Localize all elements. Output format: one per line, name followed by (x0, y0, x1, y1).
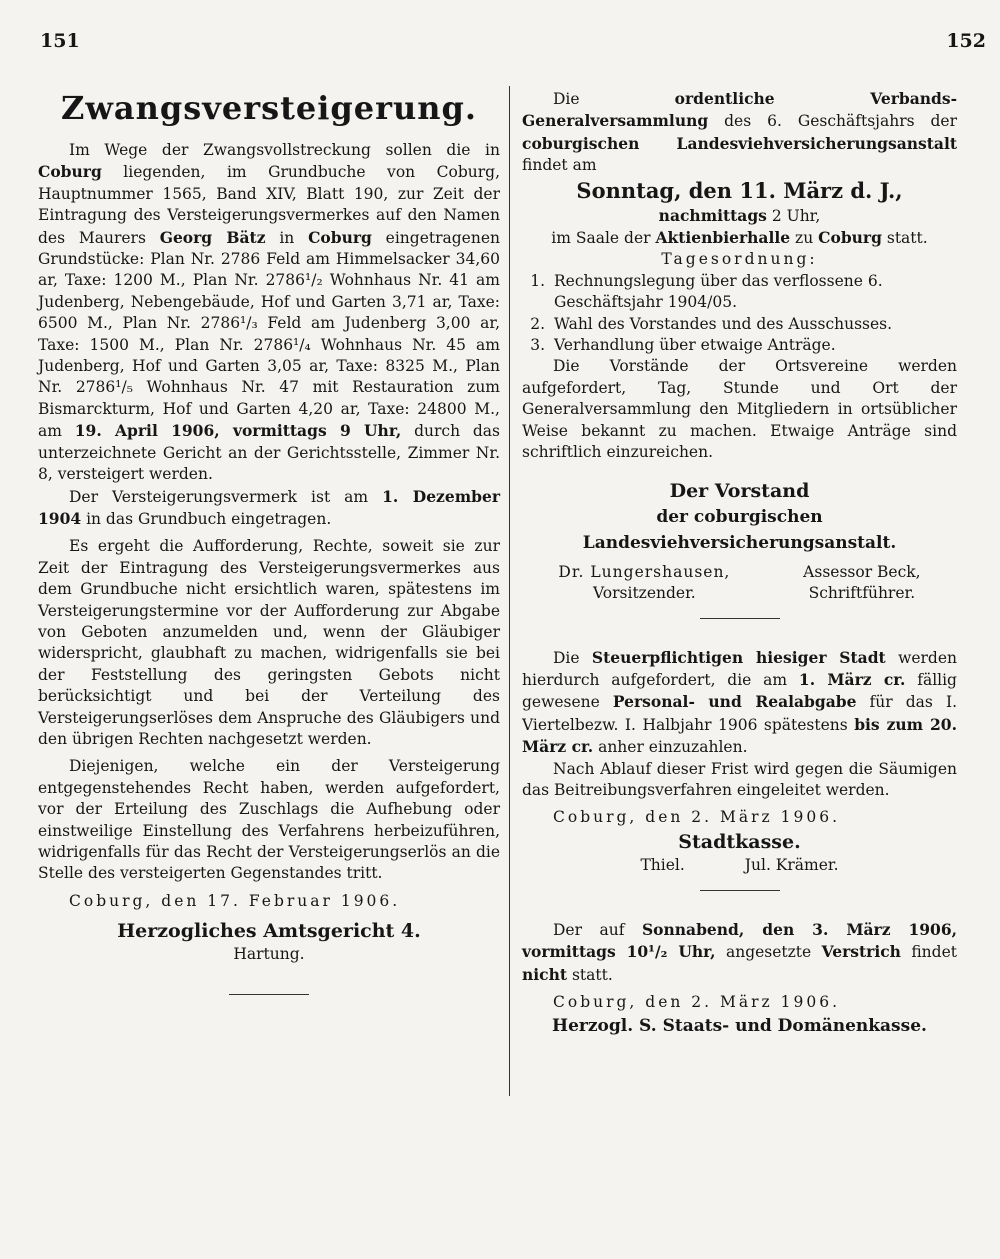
assembly-time (522, 205, 957, 227)
signature-block (803, 562, 920, 604)
text-segment: statt. (881, 229, 928, 248)
deadline: bis zum 20. März cr. (522, 714, 957, 757)
signer-name: Dr. Lungershausen, (558, 562, 731, 581)
place-name: Coburg (38, 162, 102, 182)
agenda-item: 1. Rechnungslegung über das verflossene 6. Geschäftsjahr 1904/05. (550, 271, 957, 314)
text-segment: des 6. Geschäftsjahrs der (708, 112, 957, 131)
registration-paragraph (38, 486, 500, 531)
board-signatures (522, 562, 957, 604)
place-name: Coburg (308, 227, 372, 247)
text-segment: fällig gewesene (522, 670, 957, 712)
section-rule (229, 994, 309, 995)
due-date: 1. März cr. (798, 669, 906, 689)
text-segment: Die (553, 648, 592, 667)
signer-name: Assessor Beck, (803, 562, 921, 581)
issuing-authority: Stadtkasse. (678, 830, 801, 853)
enforcement-paragraph: Nach Ablauf dieser Frist wird gegen die Säumigen das Beitreibungsverfahren eingeleitet werden. (522, 759, 957, 799)
auction-paragraph (38, 140, 500, 486)
place-name: Coburg (818, 228, 882, 248)
agenda-title: Tagesordnung: (661, 250, 818, 269)
text-segment: 2 Uhr, (766, 206, 821, 225)
text-segment: werden hierdurch aufgefordert, die am (522, 648, 958, 689)
tax-signatures (522, 855, 957, 876)
board-institution: der coburgischen Landesviehversicherungsanstalt. (582, 506, 897, 553)
text-segment: angesetzte (715, 943, 822, 962)
event-date: Sonnabend, den 3. März 1906, vormittags 10¹/₂ Uhr, (522, 919, 957, 962)
page-number-right: 152 (946, 30, 986, 52)
assembly-date: Sonntag, den 11. März d. J., (576, 177, 903, 203)
cancellation-paragraph (522, 919, 957, 986)
text-segment: statt. (567, 965, 613, 984)
dateline: Coburg, den 2. März 1906. (553, 992, 840, 1011)
dateline: Coburg, den 17. Februar 1906. (69, 891, 401, 910)
notice-title: Zwangsversteigerung. (60, 89, 478, 127)
text-segment: eingetragenen Grundstücke: Plan Nr. 2786 Feld am Himmelsacker 34,60 ar, Taxe: 1200 M., Plan Nr. 2786¹/₂ Wohnhaus Nr. 41 am Judenberg, Nebengebäude, Hof und Garten 3,71 ar, Taxe: 6500 M., Plan Nr. 2786¹/₃ Feld am Judenberg 3,00 ar, Taxe: 1500 M., Plan Nr. 2786¹/₄ Wohnhaus Nr. 45 am Judenberg, Hof und Garten 3,05 ar, Taxe: 8325 M., Plan Nr. 2786¹/₅ Wohnhaus Nr. 47 mit Restauration zum Bismarckturm, Hof und Garten 4,20 ar, Taxe: 24800 M., am (38, 228, 500, 441)
registration-date: 1. Dezember 1904 (38, 486, 500, 528)
signer-name: Jul. Krämer. (744, 855, 839, 874)
signer-role: Vorsitzender. (593, 583, 696, 602)
text-segment: in das Grundbuch eingetragen. (81, 509, 332, 528)
assembly-name: ordentliche Verbands-Generalversammlung (522, 89, 958, 131)
text-segment: durch das unterzeichnete Gericht an der Gerichtsstelle, Zimmer Nr. 8, versteigert werden. (38, 422, 500, 484)
assembly-venue (522, 227, 957, 249)
column-divider (509, 86, 510, 1096)
rights-paragraph: Diejenigen, welche ein der Versteigerung entgegenstehendes Recht haben, werden aufgefordert, vor der Erteilung des Zuschlags die Aufhebung oder einstweilige Einstellung des Verfahrens herbeizuführen, widrigenfalls für das Recht der Versteigerungserlös an die Stelle des versteigerten Gegenstandes tritt. (38, 757, 500, 883)
agenda-list (522, 271, 957, 357)
text-segment: liegenden, im Grundbuche von Coburg, Hauptnummer 1565, Band XIV, Blatt 190, zur Zeit der Eintragung des Versteigerungsvermerkes auf den Namen des Maurers (38, 163, 500, 247)
event-name: Verstrich (821, 942, 901, 962)
addressee: Steuerpflichtigen hiesiger Stadt (591, 647, 886, 667)
issuing-authority: Herzogliches Amtsgericht 4. (117, 920, 421, 943)
agenda-item: 2. Wahl des Vorstandes und des Ausschusses. (550, 314, 957, 335)
text-segment: anher einzuzahlen. (593, 738, 748, 757)
owner-name: Georg Bätz (159, 227, 266, 247)
board-title: Der Vorstand (669, 479, 810, 502)
signer-role: Schriftführer. (808, 583, 916, 602)
text-segment: für das I. Viertelbezw. I. Halbjahr 1906 spätestens (522, 693, 958, 734)
text-segment: findet am (522, 156, 597, 175)
text-segment: Der auf (553, 920, 642, 939)
agenda-item: 3. Verhandlung über etwaige Anträge. (550, 335, 957, 356)
text-segment: Der Versteigerungsvermerk ist am (69, 487, 383, 506)
signer-name: Thiel. (640, 855, 685, 874)
claims-paragraph: Es ergeht die Aufforderung, Rechte, soweit sie zur Zeit der Eintragung des Versteigerungsvermerkes aus dem Grundbuche nicht ersichtlich waren, spätestens im Versteigerungstermine vor der Aufforderung zur Abgabe von Geboten anzumelden und, wenn der Gläubiger widerspricht, glaubhaft zu machen, widrigenfalls sie bei der Feststellung des geringsten Gebots nicht berücksichtigt und bei der Verteilung des Versteigerungserlöses dem Anspruche des Gläubigers und den übrigen Rechten nachgesetzt werden. (38, 537, 500, 748)
invite-paragraph: Die Vorstände der Ortsvereine werden aufgefordert, Tag, Stunde und Ort der Generalversammlung den Mitgliedern in ortsüblicher Weise bekannt zu machen. Etwaige Anträge sind schriftlich einzureichen. (522, 357, 957, 462)
text-segment: in (265, 228, 309, 247)
time-word: nachmittags (658, 205, 767, 225)
text-segment: im Saale der (551, 229, 656, 248)
dateline: Coburg, den 2. März 1906. (553, 808, 840, 827)
page-number-left: 151 (40, 30, 80, 52)
left-column (38, 88, 500, 995)
assembly-intro (522, 88, 957, 177)
text-segment: zu (790, 229, 819, 248)
issuing-authority: Herzogl. S. Staats- und Domänenkasse. (552, 1016, 927, 1037)
right-column (522, 88, 957, 1039)
negation: nicht (522, 964, 568, 984)
signature-block (558, 562, 730, 604)
signer-name: Hartung. (233, 945, 305, 964)
institution-name: coburgischen Landesviehversicherungsanstalt (522, 133, 957, 153)
venue-name: Aktienbierhalle (655, 228, 791, 248)
text-segment: Im Wege der Zwangsvollstreckung sollen die in (69, 141, 500, 159)
text-segment: findet (900, 943, 957, 962)
auction-date: 19. April 1906, vormittags 9 Uhr, (74, 421, 402, 441)
tax-paragraph (522, 647, 957, 759)
tax-type: Personal- und Realabgabe (612, 692, 857, 712)
text-segment: Die (553, 90, 675, 108)
